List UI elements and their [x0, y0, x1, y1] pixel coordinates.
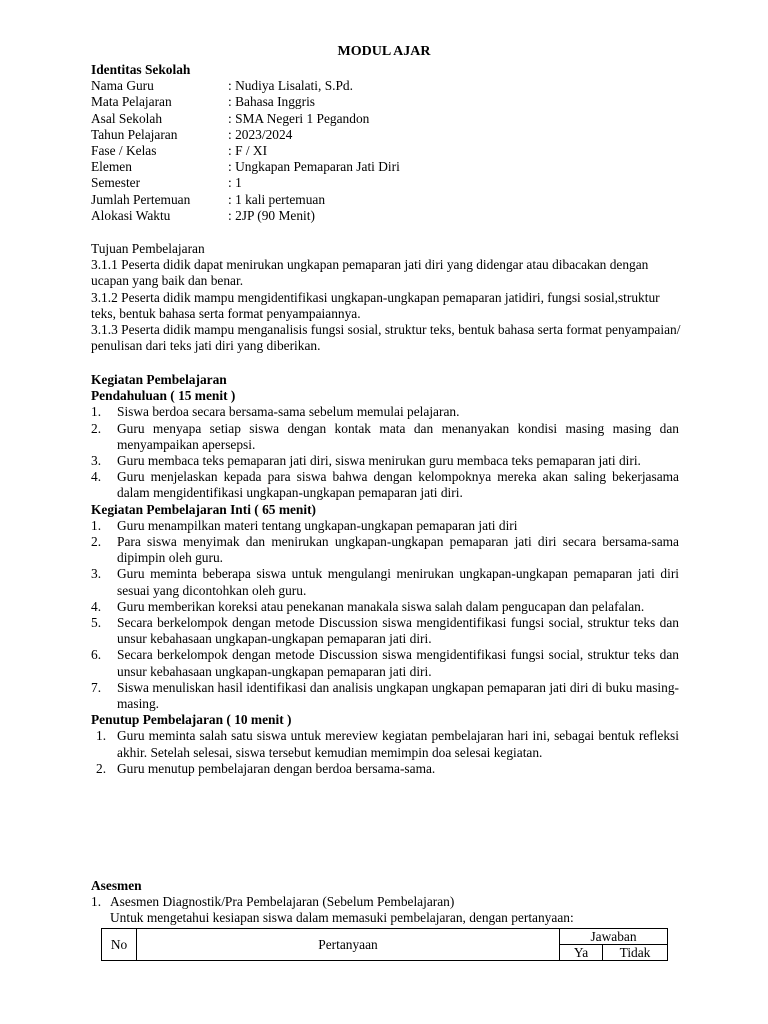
inti-list	[91, 518, 679, 712]
penutup-item-number: 1.	[96, 728, 107, 744]
identitas-row	[91, 208, 400, 224]
table-header-no: No	[102, 929, 137, 961]
tujuan-section	[91, 241, 681, 354]
pendahuluan-item-number: 2.	[91, 420, 102, 436]
table-header-tidak: Tidak	[603, 945, 668, 961]
diagnostic-question-table	[101, 928, 668, 961]
identitas-value: : SMA Negeri 1 Pegandon	[228, 110, 370, 126]
pendahuluan-item	[91, 469, 679, 501]
identitas-value: : F / XI	[228, 142, 268, 158]
pendahuluan-item-text: Guru menjelaskan kepada para siswa bahwa dengan kelompoknya mereka akan saling bekerjasama dalam mengidentifikasi ungkapan-ungkapan pemaparan jati diri.	[117, 469, 679, 501]
penutup-list	[91, 728, 679, 777]
penutup-item-text: Guru menutup pembelajaran dengan berdoa bersama-sama.	[117, 760, 436, 776]
asesmen-section	[91, 878, 681, 927]
penutup-heading: Penutup Pembelajaran ( 10 menit )	[91, 712, 292, 728]
identitas-section	[91, 62, 400, 224]
identitas-row	[91, 127, 400, 143]
asesmen-item-description: Untuk mengetahui kesiapan siswa dalam memasuki pembelajaran, dengan pertanyaan:	[110, 910, 574, 926]
identitas-label: Mata Pelajaran	[91, 94, 172, 110]
identitas-label: Jumlah Pertemuan	[91, 191, 191, 207]
identitas-table	[91, 78, 400, 224]
identitas-label: Elemen	[91, 159, 132, 175]
identitas-row	[91, 192, 400, 208]
inti-item	[91, 534, 679, 566]
tujuan-item: 3.1.3 Peserta didik mampu menganalisis fungsi sosial, struktur teks, bentuk bahasa serta format penyampaian/ penulisan dari teks jati diri yang diberikan.	[91, 322, 681, 354]
identitas-value: : 1	[228, 175, 242, 191]
identitas-value: : Bahasa Inggris	[228, 94, 316, 110]
inti-item-text: Guru meminta beberapa siswa untuk mengulangi menirukan ungkapan-ungkapan pemaparan jati diri sesuai yang dicontohkan oleh guru.	[117, 566, 679, 598]
identitas-row	[91, 159, 400, 175]
inti-item-text: Para siswa menyimak dan menirukan ungkapan-ungkapan pemaparan jati diri secara bersama-sama dipimpin oleh guru.	[117, 534, 679, 566]
identitas-row	[91, 78, 400, 94]
pendahuluan-item-text: Guru menyapa setiap siswa dengan kontak mata dan menanyakan kondisi masing masing dan menyampaikan apersepsi.	[117, 420, 679, 452]
inti-item-number: 3.	[91, 566, 102, 582]
inti-item-number: 2.	[91, 534, 102, 550]
inti-item-number: 7.	[91, 679, 102, 695]
identitas-value: : Ungkapan Pemaparan Jati Diri	[228, 159, 400, 175]
identitas-label: Semester	[91, 175, 141, 191]
inti-item	[91, 680, 679, 712]
identitas-heading: Identitas Sekolah	[91, 62, 191, 77]
inti-item-number: 6.	[91, 647, 102, 663]
table-header-jawaban: Jawaban	[560, 929, 668, 945]
table-header-ya: Ya	[560, 945, 603, 961]
kegiatan-heading: Kegiatan Pembelajaran	[91, 372, 227, 387]
inti-item-number: 1.	[91, 517, 102, 533]
pendahuluan-item-text: Siswa berdoa secara bersama-sama sebelum memulai pelajaran.	[117, 404, 460, 420]
inti-item-text: Siswa menuliskan hasil identifikasi dan analisis ungkapan ungkapan pemaparan jati diri di buku masing-masing.	[117, 679, 679, 712]
asesmen-item	[91, 894, 681, 910]
identitas-value: : 2023/2024	[228, 126, 293, 142]
pendahuluan-item	[91, 453, 679, 469]
penutup-item	[91, 761, 679, 777]
identitas-row	[91, 111, 400, 127]
inti-item	[91, 566, 679, 598]
pendahuluan-item-number: 3.	[91, 453, 102, 469]
identitas-row	[91, 143, 400, 159]
asesmen-item-number: 1.	[91, 894, 102, 910]
inti-item	[91, 599, 679, 615]
identitas-row	[91, 94, 400, 110]
document-title: MODUL AJAR	[337, 44, 431, 59]
tujuan-heading: Tujuan Pembelajaran	[91, 241, 205, 256]
pendahuluan-item-text: Guru membaca teks pemaparan jati diri, siswa menirukan guru membaca teks pemaparan jati diri.	[117, 453, 641, 469]
identitas-label: Nama Guru	[91, 78, 154, 94]
pendahuluan-heading: Pendahuluan ( 15 menit )	[91, 388, 236, 404]
penutup-item-text: Guru meminta salah satu siswa untuk mereview kegiatan pembelajaran hari ini, sebagai bentuk refleksi akhir. Setelah selesai, siswa tersebut kemudian memimpin doa selesai kegiatan.	[117, 728, 679, 760]
inti-item-number: 5.	[91, 615, 102, 631]
inti-item-text: Secara berkelompok dengan metode Discussion siswa mengidentifikasi fungsi social, struktur teks dan unsur kebahasaan ungkapan-ungkapan pemaparan jati diri.	[117, 647, 679, 679]
pendahuluan-item-number: 1.	[91, 404, 102, 420]
inti-item	[91, 615, 679, 647]
asesmen-heading: Asesmen	[91, 878, 142, 893]
inti-item	[91, 647, 679, 679]
table-header-pertanyaan: Pertanyaan	[137, 929, 560, 961]
inti-item-text: Secara berkelompok dengan metode Discussion siswa mengidentifikasi fungsi social, struktur teks dan unsur kebahasaan ungkapan-ungkapan pemaparan jati diri.	[117, 615, 679, 647]
penutup-item-number: 2.	[96, 760, 107, 776]
identitas-row	[91, 175, 400, 191]
kegiatan-section	[91, 372, 679, 777]
inti-heading: Kegiatan Pembelajaran Inti ( 65 menit)	[91, 501, 317, 517]
pendahuluan-item	[91, 421, 679, 453]
identitas-label: Alokasi Waktu	[91, 207, 171, 223]
identitas-label: Asal Sekolah	[91, 110, 163, 126]
identitas-label: Tahun Pelajaran	[91, 126, 178, 142]
inti-item-text: Guru menampilkan materi tentang ungkapan-ungkapan pemaparan jati diri	[117, 517, 518, 533]
tujuan-item: 3.1.1 Peserta didik dapat menirukan ungkapan pemaparan jati diri yang didengar atau dibacakan dengan ucapan yang baik dan benar.	[91, 257, 649, 289]
pendahuluan-item-number: 4.	[91, 469, 102, 485]
inti-item-number: 4.	[91, 598, 102, 614]
identitas-value: : Nudiya Lisalati, S.Pd.	[228, 78, 353, 94]
pendahuluan-list	[91, 404, 679, 501]
pendahuluan-item	[91, 404, 679, 420]
penutup-item	[91, 728, 679, 760]
inti-item	[91, 518, 679, 534]
identitas-label: Fase / Kelas	[91, 142, 157, 158]
identitas-value: : 1 kali pertemuan	[228, 191, 326, 207]
tujuan-item: 3.1.2 Peserta didik mampu mengidentifikasi ungkapan-ungkapan pemaparan jatidiri, fungsi sosial,struktur teks, bentuk bahasa serta format penyampaiannya.	[91, 289, 660, 321]
inti-item-text: Guru memberikan koreksi atau penekanan manakala siswa salah dalam pengucapan dan pelafalan.	[117, 598, 645, 614]
identitas-value: : 2JP (90 Menit)	[228, 207, 315, 223]
asesmen-item-title: Asesmen Diagnostik/Pra Pembelajaran (Sebelum Pembelajaran)	[110, 894, 455, 910]
